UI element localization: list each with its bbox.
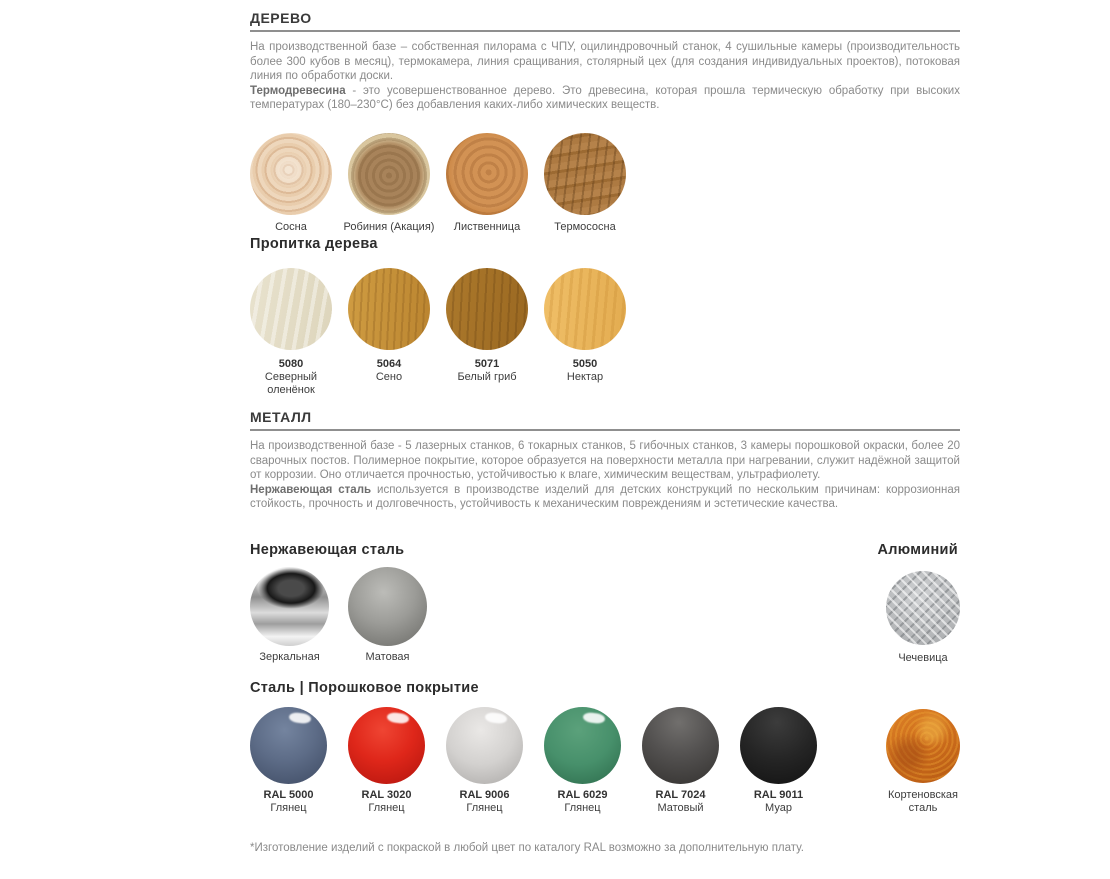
matte-steel-image [348, 567, 427, 646]
impregnation-swatch-5050 [544, 268, 626, 383]
swatch-label: RAL 9006 Глянец [459, 789, 510, 814]
swatch-label: 5050 Нектар [566, 358, 604, 383]
powder-swatch-ral7024 [642, 707, 719, 814]
wood-divider [250, 30, 960, 32]
impregnation-title: Пропитка дерева [250, 236, 378, 252]
ral9011-image [740, 707, 817, 784]
impregnation-swatch-5080 [250, 268, 332, 396]
wood-paragraph-1: На производственной базе – собственная пилорама с ЧПУ, оцилиндровочный станок, 4 сушильные камеры (производительность более 300 кубов в месяц), термокамера, линия сращивания, столярный цех (для создания индивидуальных проектов), потоковая линия по обработки доски. [250, 41, 960, 83]
gloss-highlight [484, 712, 507, 725]
swatch-label: 5071 Белый гриб [457, 358, 517, 383]
metal-divider [250, 429, 960, 431]
wood-species-row [250, 133, 642, 233]
swatch-label: Зеркальная [259, 651, 320, 663]
ral-footnote: *Изготовление изделий с покраской в любой цвет по каталогу RAL возможно за дополнительную плату. [250, 842, 804, 854]
swatch-label: RAL 7024 Матовый [655, 789, 706, 814]
wood-section-title: ДЕРЕВО [250, 10, 312, 26]
wood-intro-paragraph [250, 40, 960, 113]
powder-swatch-ral9011 [740, 707, 817, 814]
checker-plate-image [886, 571, 960, 645]
impregnation-5064-image [348, 268, 430, 350]
powder-row [250, 707, 838, 814]
stainless-swatch-matte [348, 567, 427, 663]
swatch-label: Лиственница [453, 221, 521, 233]
ral9006-image [446, 707, 523, 784]
impregnation-5050-image [544, 268, 626, 350]
wood-paragraph-2: Термодревесина - это усовершенствованное дерево. Это древесина, которая прошла термическую обработку при высоких температурах (180–230°С) без добавления каких-либо химических веществ. [250, 84, 960, 112]
gloss-highlight [386, 712, 409, 725]
powder-swatch-ral9006 [446, 707, 523, 814]
ral5000-image [250, 707, 327, 784]
swatch-label: Матовая [365, 651, 410, 663]
ral6029-image [544, 707, 621, 784]
pine-swatch-image [250, 133, 332, 215]
impregnation-row [250, 268, 642, 396]
swatch-label: 5064 Сено [375, 358, 403, 383]
thermopine-swatch-image [544, 133, 626, 215]
wood-swatch-larch [446, 133, 528, 233]
swatch-label: Сосна [275, 221, 307, 233]
mirror-steel-image [250, 567, 329, 646]
stainless-row [250, 567, 446, 663]
impregnation-5080-image [250, 268, 332, 350]
swatch-label: RAL 9011 Муар [753, 789, 804, 814]
stainless-title: Нержавеющая сталь [250, 542, 405, 558]
impregnation-swatch-5071 [446, 268, 528, 383]
robinia-swatch-image [348, 133, 430, 215]
powder-swatch-ral3020 [348, 707, 425, 814]
swatch-label: Робиния (Акация) [343, 221, 435, 233]
aluminum-swatch-checker [886, 571, 960, 664]
content-column [250, 0, 960, 879]
wood-swatch-robinia [343, 133, 435, 233]
larch-swatch-image [446, 133, 528, 215]
swatch-label: RAL 5000 Глянец [263, 789, 314, 814]
metal-intro-paragraph [250, 439, 960, 512]
wood-swatch-pine [250, 133, 332, 233]
swatch-label: RAL 3020 Глянец [361, 789, 412, 814]
swatch-label: 5080 Северный оленёнок [264, 358, 318, 396]
ral3020-image [348, 707, 425, 784]
stainless-lead: Нержавеющая сталь [250, 483, 372, 496]
corten-steel-image [886, 709, 960, 783]
impregnation-5071-image [446, 268, 528, 350]
powder-title: Сталь | Порошковое покрытие [250, 680, 479, 696]
swatch-label: Термососна [554, 221, 616, 233]
ral7024-image [642, 707, 719, 784]
thermowood-lead: Термодревесина [250, 84, 346, 97]
swatch-label: Кортеновская сталь [888, 789, 958, 814]
wood-swatch-thermopine [544, 133, 626, 233]
impregnation-swatch-5064 [348, 268, 430, 383]
powder-swatch-ral6029 [544, 707, 621, 814]
swatch-label: Чечевица [898, 652, 948, 664]
swatch-label: RAL 6029 Глянец [557, 789, 608, 814]
metal-paragraph-2: Нержавеющая сталь используется в производстве изделий для детских конструкций по нескольким причинам: коррозионная стойкость, прочность и долговечность, устойчивость к механическим повреждениям и эстетические качества. [250, 483, 961, 511]
gloss-highlight [288, 712, 311, 725]
metal-paragraph-1: На производственной базе - 5 лазерных станков, 6 токарных станков, 5 гибочных станков, 3 камеры порошковой окраски, более 20 сварочных постов. Полимерное покрытие, которое образуется на поверхности металла при нагревании, служит надёжной защитой от коррозии. Оно отличается прочностью, устойчивостью к влаге, химическим веществам, ультрафиолету. [250, 440, 960, 482]
stainless-swatch-mirror [250, 567, 329, 663]
metal-section-title: МЕТАЛЛ [250, 409, 312, 425]
gloss-highlight [582, 712, 605, 725]
aluminum-title: Алюминий [877, 542, 958, 558]
powder-swatch-ral5000 [250, 707, 327, 814]
corten-swatch [886, 709, 960, 814]
